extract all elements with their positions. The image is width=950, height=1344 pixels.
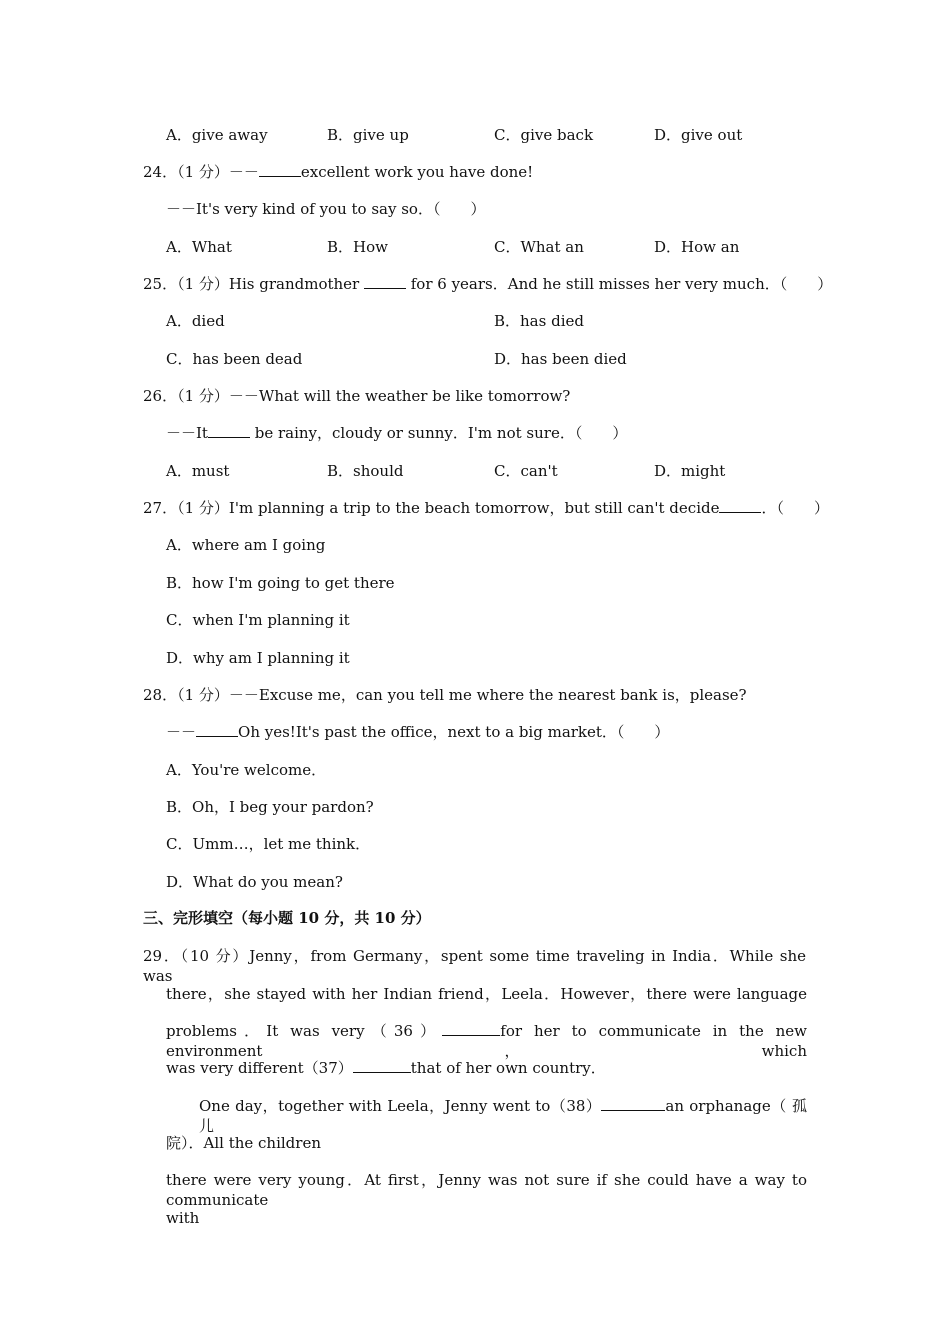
question-28-stem: 28．（1 分）－－Excuse me，can you tell me where the nearest bank is，please?	[143, 686, 747, 704]
option-a: A．must	[166, 462, 230, 480]
option-d: D．might	[654, 462, 726, 480]
option-a: A．where am I going	[166, 536, 326, 554]
q28-reply-prefix: －－	[166, 723, 197, 741]
q24-stem-prefix: 24．（1 分）－－	[143, 163, 259, 181]
option-b: B．should	[327, 462, 404, 480]
q25-stem-suffix: for 6 years．And he still misses her very much．（ ）	[405, 275, 833, 293]
option-d: D．give out	[654, 126, 743, 144]
answer-blank	[259, 162, 301, 177]
q24-stem-suffix: excellent work you have done!	[300, 163, 534, 181]
answer-blank	[601, 1096, 665, 1111]
option-d: D．why am I planning it	[166, 649, 350, 667]
passage-line	[199, 1096, 807, 1136]
passage-text: an orphanage（ 孤 儿	[199, 1097, 807, 1135]
q28-reply-suffix: Oh yes!It's past the office，next to a big market．（ ）	[238, 723, 670, 741]
passage-line: there were very young．At first，Jenny was not sure if she could have a way to communicate	[166, 1171, 807, 1209]
passage-line: there，she stayed with her Indian friend，Leela．However，there were language	[166, 985, 807, 1003]
question-24-reply: －－It's very kind of you to say so．（ ）	[166, 200, 486, 218]
question-28-reply	[166, 722, 669, 742]
option-c: C．has been dead	[166, 350, 303, 368]
passage-line	[166, 1058, 606, 1078]
q27-stem-prefix: 27．（1 分）I'm planning a trip to the beach tomorrow，but still can't decide	[143, 499, 720, 517]
option-b: B．give up	[327, 126, 409, 144]
answer-blank	[208, 423, 250, 438]
answer-blank	[442, 1021, 500, 1036]
passage-line	[166, 1021, 807, 1061]
option-a: A．died	[166, 312, 225, 330]
passage-line: 院）．All the children	[166, 1134, 321, 1152]
option-c: C．What an	[494, 238, 584, 256]
question-27-stem	[143, 498, 829, 518]
section-heading: 三、完形填空（每小题 10 分，共 10 分）	[143, 909, 431, 927]
option-a: A．give away	[166, 126, 268, 144]
option-b: B．has died	[494, 312, 584, 330]
passage-text: One day，together with Leela，Jenny went to（38）	[199, 1097, 602, 1115]
passage-line: 29．（10 分）Jenny，from Germany，spent some time traveling in India．While she was	[143, 947, 806, 985]
question-25-stem	[143, 274, 832, 294]
answer-blank	[353, 1058, 411, 1073]
option-c: C．when I'm planning it	[166, 611, 350, 629]
passage-text: that of her own country．	[410, 1059, 606, 1077]
q26-reply-suffix: be rainy，cloudy or sunny．I'm not sure．（ ）	[249, 424, 628, 442]
option-c: C．Umm…，let me think．	[166, 835, 371, 853]
passage-text: was very different（37）	[166, 1059, 353, 1077]
question-26-reply	[166, 423, 627, 443]
q26-reply-prefix: －－It	[166, 424, 208, 442]
passage-text: for her to communicate in the new environment，which	[166, 1022, 807, 1060]
answer-blank	[196, 722, 238, 737]
passage-text: problems．It was very（36）	[166, 1022, 443, 1040]
option-d: D．has been died	[494, 350, 627, 368]
answer-blank	[364, 274, 406, 289]
option-a: A．What	[166, 238, 232, 256]
option-b: B．Oh，I beg your pardon?	[166, 798, 374, 816]
q27-stem-suffix: ．（ ）	[761, 499, 829, 517]
option-c: C．can't	[494, 462, 558, 480]
option-a: A．You're welcome．	[166, 761, 327, 779]
q25-stem-prefix: 25．（1 分）His grandmother	[143, 275, 364, 293]
question-24-stem	[143, 162, 533, 182]
option-b: B．How	[327, 238, 388, 256]
option-d: D．What do you mean?	[166, 873, 343, 891]
option-d: D．How an	[654, 238, 740, 256]
answer-blank	[719, 498, 761, 513]
option-b: B．how I'm going to get there	[166, 574, 395, 592]
question-26-stem: 26．（1 分）－－What will the weather be like tomorrow?	[143, 387, 571, 405]
option-c: C．give back	[494, 126, 594, 144]
passage-line: with	[166, 1209, 200, 1227]
